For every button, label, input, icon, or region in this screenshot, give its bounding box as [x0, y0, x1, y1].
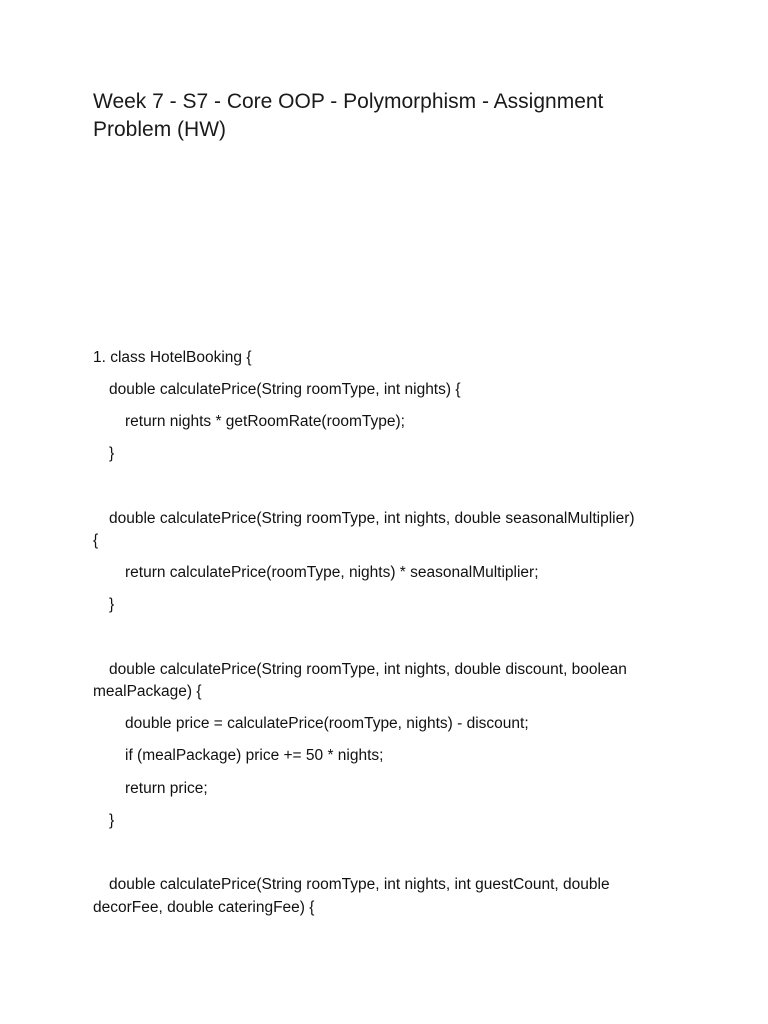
code-line-method-3-signature-cont: mealPackage) {	[93, 683, 202, 700]
code-line-method-1-signature: double calculatePrice(String roomType, int nights) {	[109, 381, 461, 398]
code-line-method-1-close: }	[109, 445, 115, 462]
code-line-method-3-signature: double calculatePrice(String roomType, int nights, double discount, boolean	[109, 661, 627, 678]
code-line-method-2-close: }	[109, 596, 115, 613]
code-line-method-4-signature-cont: decorFee, double cateringFee) {	[93, 899, 315, 916]
code-line-method-2-return: return calculatePrice(roomType, nights) * seasonalMultiplier;	[125, 564, 539, 581]
code-line-method-4-signature: double calculatePrice(String roomType, int nights, int guestCount, double	[109, 876, 610, 893]
code-line-method-2-open-brace: {	[93, 532, 99, 549]
code-line-method-2-signature: double calculatePrice(String roomType, int nights, double seasonalMultiplier)	[109, 510, 635, 527]
code-line-method-3-close: }	[109, 812, 115, 829]
page-title: Week 7 - S7 - Core OOP - Polymorphism - Assignment Problem (HW)	[93, 90, 604, 141]
code-line-method-3-price: double price = calculatePrice(roomType, nights) - discount;	[125, 715, 529, 732]
code-line-method-3-return: return price;	[125, 780, 208, 797]
code-line-method-1-return: return nights * getRoomRate(roomType);	[125, 413, 405, 430]
code-line-method-3-if: if (mealPackage) price += 50 * nights;	[125, 747, 384, 764]
code-line-class-declaration: 1. class HotelBooking {	[93, 349, 252, 366]
